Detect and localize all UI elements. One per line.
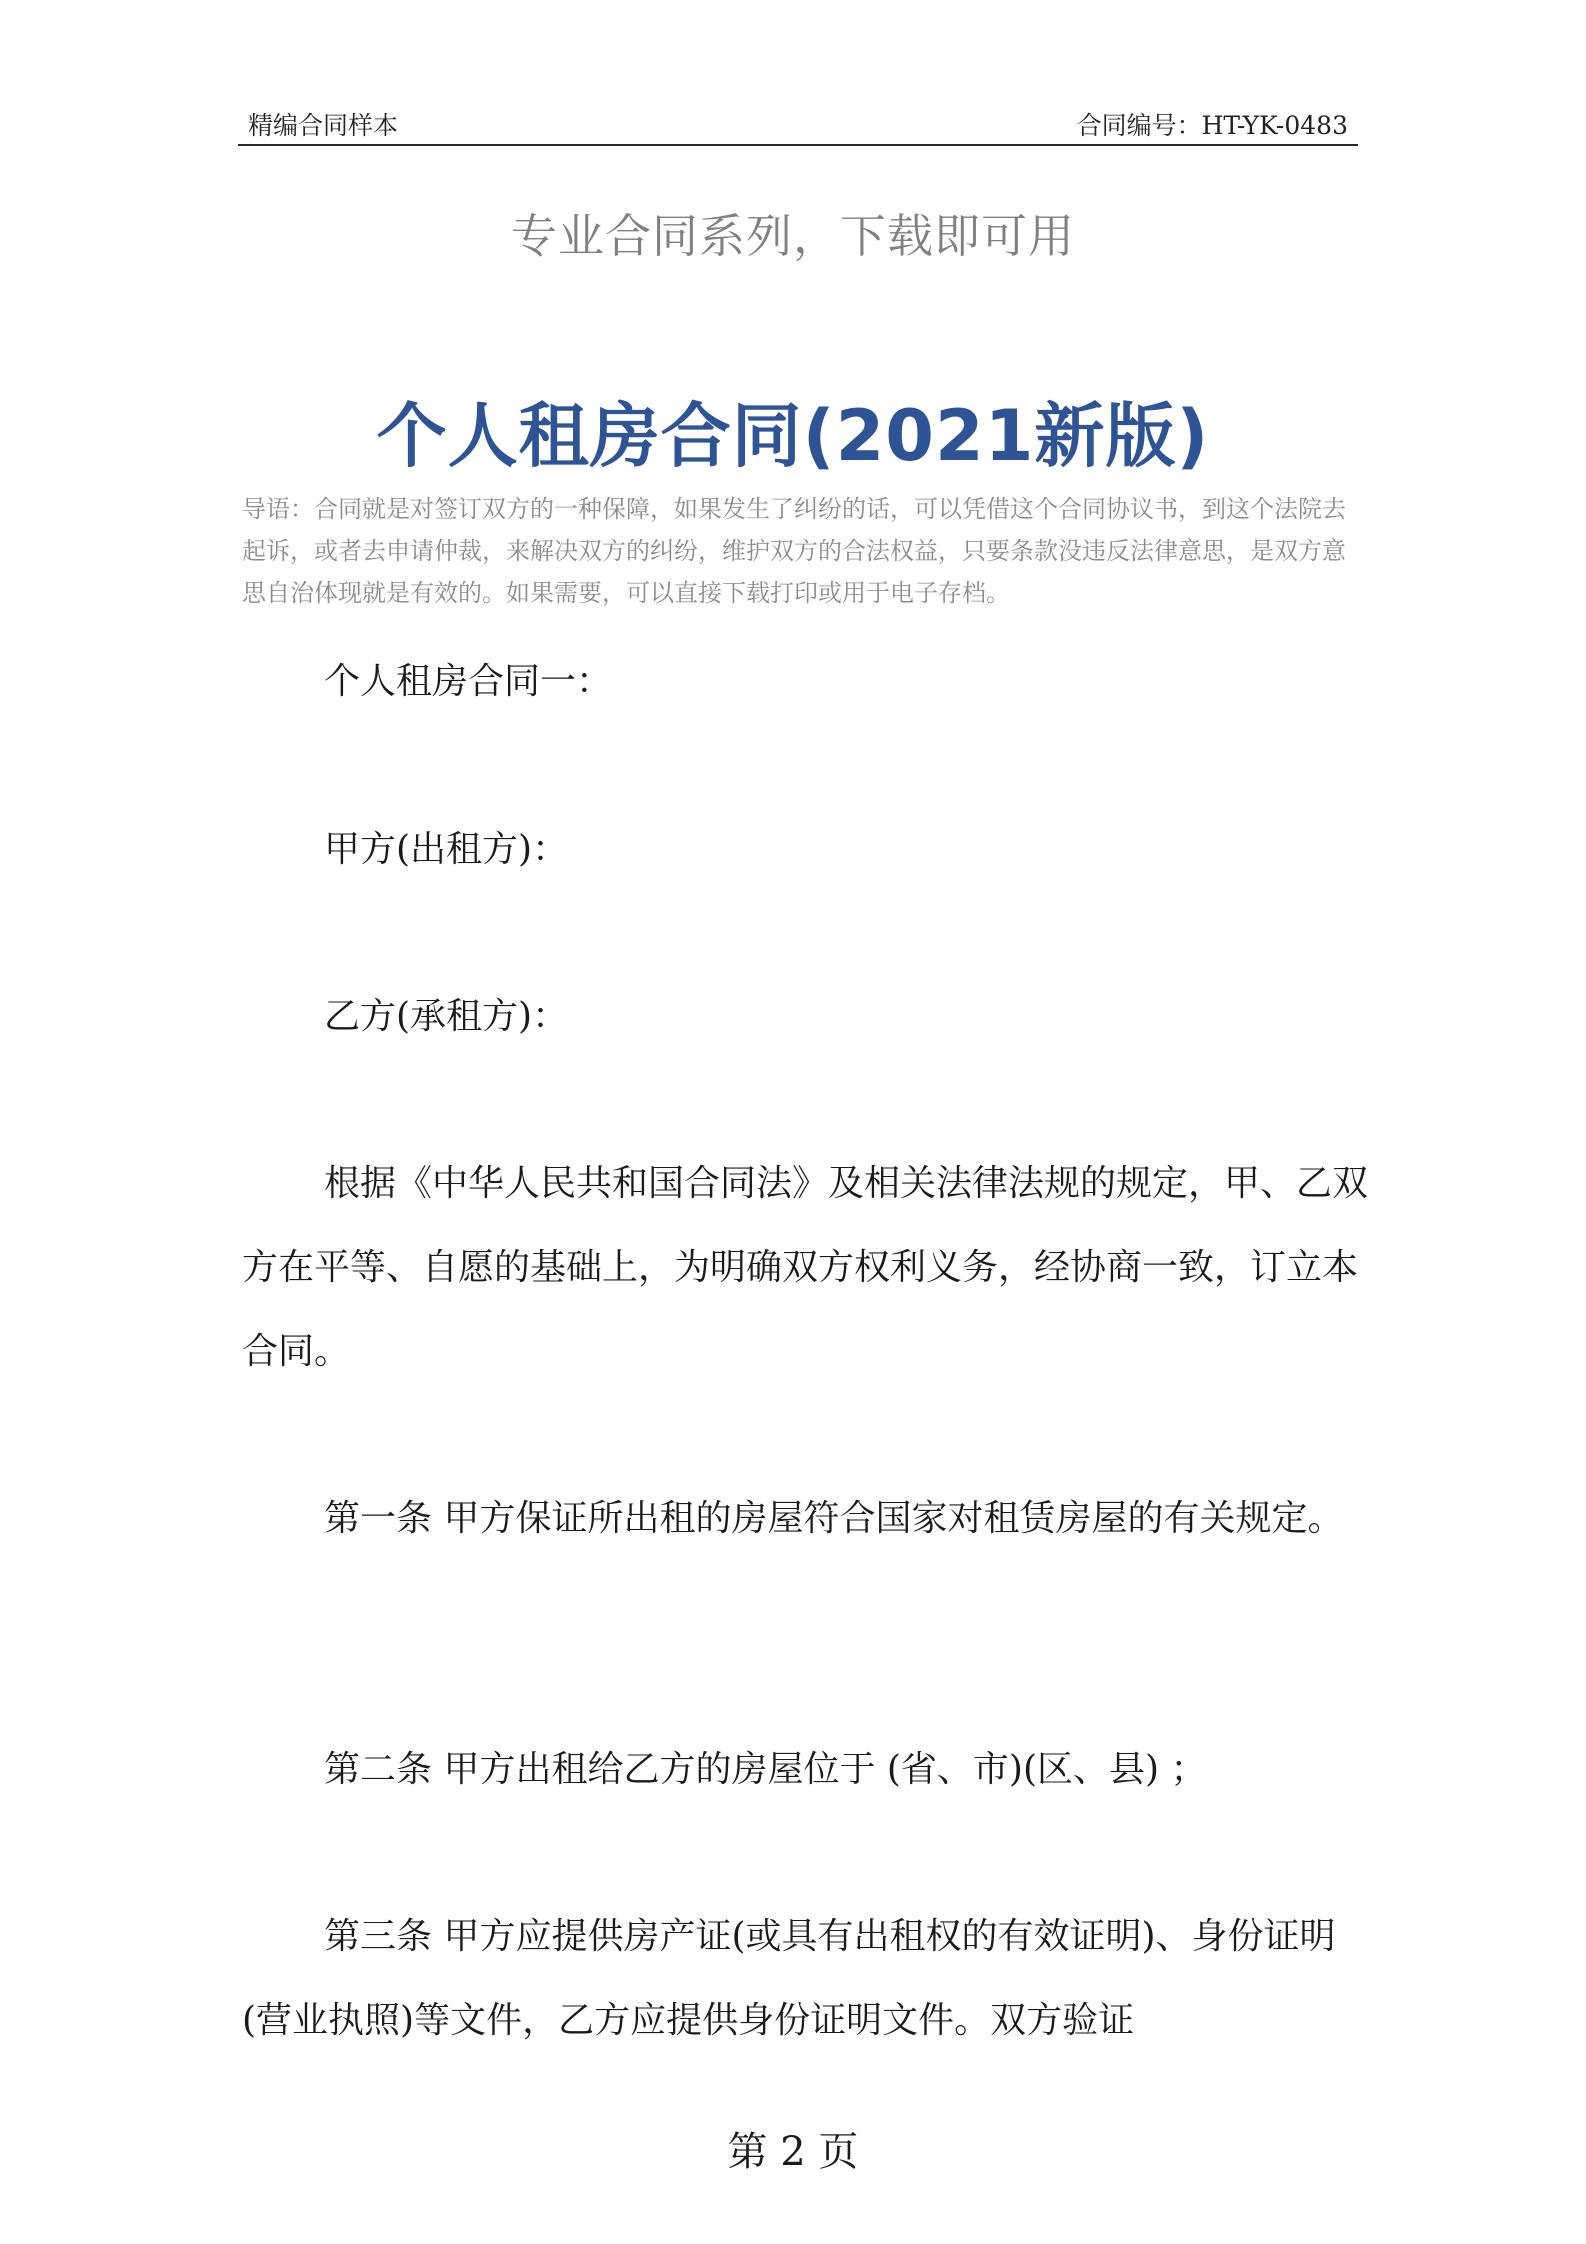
page-header	[238, 104, 1358, 146]
paragraph-party-b: 乙方(承租方)：	[324, 996, 569, 1037]
paragraph-party-a: 甲方(出租方)：	[324, 829, 569, 870]
paragraph-preamble: 根据《中华人民共和国合同法》及相关法律法规的规定，甲、乙双方在平等、自愿的基础上，为明确双方权利义务，经协商一致，订立本合同。	[242, 1163, 1369, 1372]
intro-paragraph: 导语：合同就是对签订双方的一种保障，如果发生了纠纷的话，可以凭借这个合同协议书，到这个法院去起诉，或者去申请仲裁，来解决双方的纠纷，维护双方的合法权益，只要条款没违反法律意思，是双方意思自治体现就是有效的。如果需要，可以直接下载打印或用于电子存档。	[242, 495, 1346, 607]
slogan: 专业合同系列，下载即可用	[511, 209, 1075, 263]
document-title: 个人租房合同(2021新版)	[376, 395, 1210, 477]
paragraph-article-3: 第三条 甲方应提供房产证(或具有出租权的有效证明)、身份证明(营业执照)等文件，乙方应提供身份证明文件。双方验证	[242, 1916, 1336, 2041]
header-left-label: 精编合同样本	[248, 111, 399, 140]
page-number: 第 2 页	[727, 2129, 859, 2175]
paragraph-heading: 个人租房合同一：	[324, 661, 613, 702]
contract-number: 合同编号：HT-YK-0483	[1076, 111, 1348, 140]
paragraph-article-1: 第一条 甲方保证所出租的房屋符合国家对租赁房屋的有关规定。	[324, 1498, 1344, 1539]
paragraph-article-2: 第二条 甲方出租给乙方的房屋位于 (省、市)(区、县) ；	[324, 1749, 1207, 1790]
